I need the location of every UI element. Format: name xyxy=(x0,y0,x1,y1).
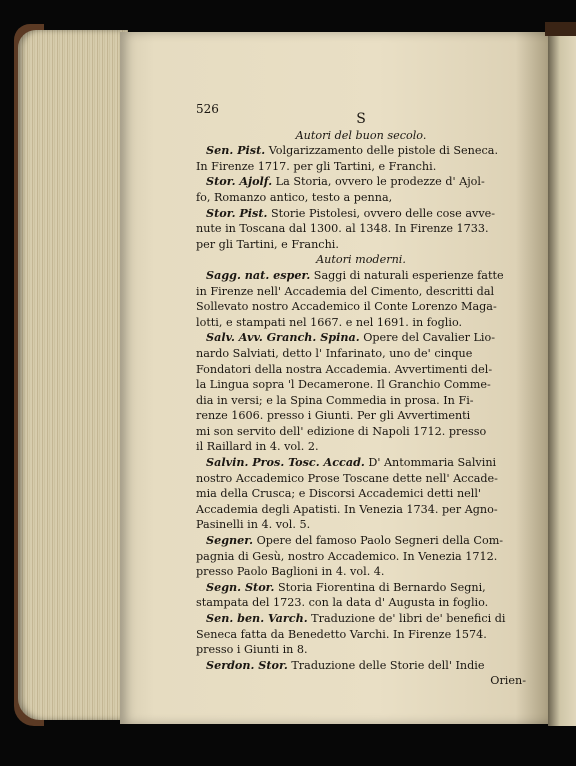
entry-abbreviation: Salv. Avv. Granch. Spina. xyxy=(206,330,360,345)
text-line xyxy=(196,174,526,190)
text-line xyxy=(196,330,526,346)
entry-text: in Firenze nell' Accademia del Cimento, descritti dal xyxy=(196,284,495,298)
text-line xyxy=(196,206,526,222)
entry-text: In Firenze 1717. per gli Tartini, e Franchi. xyxy=(196,159,437,173)
entry-text: per gli Tartini, e Franchi. xyxy=(196,237,339,251)
text-line xyxy=(196,517,526,533)
entry-text: stampata del 1723. con la data d' Augusta in foglio. xyxy=(196,596,489,610)
text-line xyxy=(196,549,526,565)
text-line xyxy=(196,564,526,580)
entry-text: Saggi di naturali esperienze fatte xyxy=(310,268,504,282)
entry-text: nostro Accademico Prose Toscane dette nell' Accade- xyxy=(196,471,498,485)
entry-text: Sollevato nostro Accademico il Conte Lorenzo Maga- xyxy=(196,300,497,314)
text-line xyxy=(196,439,526,455)
text-line xyxy=(196,595,526,611)
entry-abbreviation: Salvin. Pros. Tosc. Accad. xyxy=(206,455,365,470)
text-line xyxy=(196,424,526,440)
text-line xyxy=(196,315,526,331)
entry-text: La Storia, ovvero le prodezze d' Ajol- xyxy=(272,175,485,189)
page-text xyxy=(196,104,526,689)
entry-text: Volgarizzamento delle pistole di Seneca. xyxy=(265,144,498,158)
catchword: Orien- xyxy=(490,674,526,688)
text-line xyxy=(196,486,526,502)
entries-block-1 xyxy=(196,143,526,252)
facing-page-edge xyxy=(548,36,576,726)
entry-text: Accademia degli Apatisti. In Venezia 1734. per Agno- xyxy=(196,502,498,516)
entry-text: Traduzione delle Storie dell' Indie xyxy=(287,658,485,672)
text-line xyxy=(196,611,526,627)
text-line xyxy=(196,159,526,175)
text-line xyxy=(196,627,526,643)
entry-text: Fondatori della nostra Accademia. Avvertimenti del- xyxy=(196,362,493,376)
text-line xyxy=(196,377,526,393)
text-line xyxy=(196,533,526,549)
entry-abbreviation: Sen. ben. Varch. xyxy=(206,611,308,625)
entry-text: Storie Pistolesi, ovvero delle cose avve- xyxy=(267,206,496,220)
section-heading-2: Autori moderni. xyxy=(316,253,406,267)
entry-abbreviation: Serdon. Stor. xyxy=(206,657,288,672)
entry-text: dia in versi; e la Spina Commedia in prosa. In Fi- xyxy=(196,393,474,407)
text-line xyxy=(196,455,526,471)
text-line xyxy=(196,362,526,378)
text-line xyxy=(196,237,526,253)
text-line xyxy=(196,143,526,159)
text-line xyxy=(196,221,526,237)
entry-text: lotti, e stampati nel 1667. e nel 1691. in foglio. xyxy=(196,315,463,329)
entry-text: la Lingua sopra 'l Decamerone. Il Granchio Comme- xyxy=(196,378,491,392)
entry-text: Opere del Cavalier Lio- xyxy=(359,331,496,345)
entry-text: mia della Crusca; e Discorsi Accademici detti nell' xyxy=(196,487,481,501)
text-line xyxy=(196,580,526,596)
entry-text: Opere del famoso Paolo Segneri della Com- xyxy=(253,534,504,548)
entry-text: mi son servito dell' edizione di Napoli 1712. presso xyxy=(196,424,487,438)
entry-text: renze 1606. presso i Giunti. Per gli Avvertimenti xyxy=(196,409,471,423)
entry-text: nute in Toscana dal 1300. al 1348. In Firenze 1733. xyxy=(196,222,489,236)
entry-abbreviation: Segn. Stor. xyxy=(206,579,275,594)
entry-abbreviation: Sen. Pist. xyxy=(206,143,266,158)
entry-abbreviation: Stor. Ajolf. xyxy=(206,174,273,189)
entry-text: Storia Fiorentina di Bernardo Segni, xyxy=(274,580,486,594)
entry-text: presso Paolo Baglioni in 4. vol. 4. xyxy=(196,565,385,579)
text-line xyxy=(196,393,526,409)
text-line xyxy=(196,190,526,206)
entry-abbreviation: Sagg. nat. esper. xyxy=(206,267,311,282)
text-line xyxy=(196,346,526,362)
entry-text: pagnia di Gesù, nostro Accademico. In Venezia 1712. xyxy=(196,549,498,563)
section-heading-1: Autori del buon secolo. xyxy=(295,128,427,142)
text-line xyxy=(196,471,526,487)
text-line xyxy=(196,299,526,315)
text-line xyxy=(196,642,526,658)
book-cover-right xyxy=(545,22,576,36)
page-number: 526 xyxy=(196,102,219,116)
entry-text: presso i Giunti in 8. xyxy=(196,643,308,657)
entries-block-2 xyxy=(196,268,526,673)
text-line xyxy=(196,284,526,300)
entry-text: Traduzione de' libri de' benefici di xyxy=(307,612,506,625)
page-edges xyxy=(18,30,128,720)
entry-abbreviation: Stor. Pist. xyxy=(206,205,268,220)
text-line xyxy=(196,268,526,284)
text-line xyxy=(196,502,526,518)
entry-text: il Raillard in 4. vol. 2. xyxy=(196,440,319,454)
entry-text: Seneca fatta da Benedetto Varchi. In Firenze 1574. xyxy=(196,627,487,641)
entry-text: fo, Romanzo antico, testo a penna, xyxy=(196,190,393,204)
entry-text: nardo Salviati, detto l' Infarinato, uno de' cinque xyxy=(196,346,473,360)
entry-text: Pasinelli in 4. vol. 5. xyxy=(196,518,311,532)
text-line xyxy=(196,658,526,674)
text-line xyxy=(196,408,526,424)
entry-text: D' Antommaria Salvini xyxy=(364,456,497,470)
signature-letter: S xyxy=(356,111,366,127)
entry-abbreviation: Segner. xyxy=(206,533,254,548)
